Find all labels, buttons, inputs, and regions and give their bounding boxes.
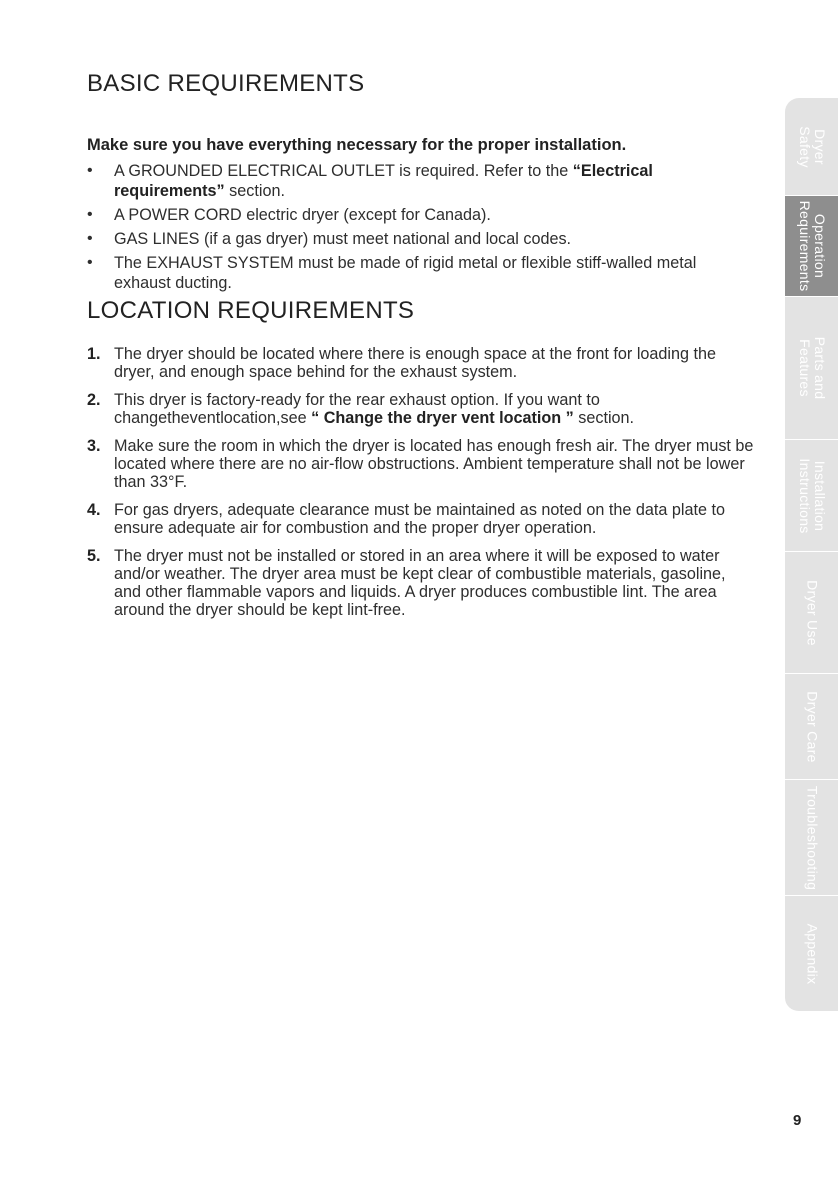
tab-label: Dryer Use xyxy=(804,579,820,646)
item-text: The EXHAUST SYSTEM must be made of rigid metal or flexible stiff-walled metal exhaust ducting. xyxy=(114,254,697,292)
item-number: 5. xyxy=(87,547,101,565)
tab-label: Operation Requirements xyxy=(796,200,828,292)
list-item xyxy=(87,391,757,427)
item-text: A GROUNDED ELECTRICAL OUTLET is required. Refer to the xyxy=(114,162,573,180)
location-requirements-heading: LOCATION REQUIREMENTS xyxy=(87,297,415,324)
list-item xyxy=(87,501,757,537)
list-item xyxy=(87,229,757,249)
tab-troubleshooting[interactable] xyxy=(785,780,838,896)
basic-requirements-heading: BASIC REQUIREMENTS xyxy=(87,70,365,97)
tab-label: Installation Instructions xyxy=(796,457,828,534)
tab-dryer-use[interactable] xyxy=(785,552,838,674)
tab-dryer-safety[interactable] xyxy=(785,98,838,196)
list-item xyxy=(87,205,757,225)
basic-requirements-list xyxy=(87,161,757,293)
item-text: A POWER CORD electric dryer (except for Canada). xyxy=(114,206,491,224)
list-item xyxy=(87,547,757,619)
tab-label: Dryer Care xyxy=(804,690,820,763)
page-number: 9 xyxy=(793,1112,802,1129)
item-text-end: section. xyxy=(224,182,285,200)
item-text: Make sure the room in which the dryer is located has enough fresh air. The dryer must be located where there are no air-flow obstructions. Ambient temperature shall not be lower than 33°F. xyxy=(114,437,754,491)
bullet-marker: • xyxy=(87,206,93,223)
item-text: The dryer must not be installed or stored in an area where it will be exposed to water and/or weather. The dryer area must be kept clear of combustible materials, gasoline, and other flammable vapors and liquids. A dryer produces combustible lint. The area around the dryer should be kept lint-free. xyxy=(114,547,726,619)
item-number: 3. xyxy=(87,437,101,455)
list-item xyxy=(87,437,757,491)
tab-installation-instructions[interactable] xyxy=(785,440,838,552)
item-text-end: section. xyxy=(573,409,635,427)
item-text: For gas dryers, adequate clearance must be maintained as noted on the data plate to ensure adequate air for combustion and the proper dryer operation. xyxy=(114,501,726,537)
tab-label: Dryer Safety xyxy=(796,125,828,168)
tab-label: Appendix xyxy=(804,923,820,984)
tab-appendix[interactable] xyxy=(785,896,838,1012)
bullet-marker: • xyxy=(87,230,93,247)
tab-parts-and-features[interactable] xyxy=(785,297,838,440)
item-reference: “Electrical requirements” xyxy=(114,162,653,200)
list-item xyxy=(87,345,757,381)
section-tabs xyxy=(785,98,838,1012)
tab-label: Parts and Features xyxy=(796,336,828,400)
list-item xyxy=(87,161,757,201)
basic-requirements-intro: Make sure you have everything necessary for the proper installation. xyxy=(87,136,627,154)
tab-label: Troubleshooting xyxy=(804,785,820,890)
bullet-marker: • xyxy=(87,254,93,271)
item-text: This dryer is factory-ready for the rear exhaust option. If you want to changetheventlocation,see xyxy=(114,391,600,427)
item-number: 1. xyxy=(87,345,101,363)
item-text: The dryer should be located where there is enough space at the front for loading the dryer, and enough space behind for the exhaust system. xyxy=(114,345,717,381)
item-number: 4. xyxy=(87,501,101,519)
location-requirements-list xyxy=(87,345,757,619)
item-reference: “ Change the dryer vent location ” xyxy=(311,409,574,427)
tab-dryer-care[interactable] xyxy=(785,674,838,780)
tab-operation-requirements[interactable] xyxy=(785,196,838,297)
list-item xyxy=(87,253,757,293)
item-text: GAS LINES (if a gas dryer) must meet national and local codes. xyxy=(114,230,572,248)
main-content xyxy=(87,70,757,629)
item-number: 2. xyxy=(87,391,101,409)
bullet-marker: • xyxy=(87,162,93,179)
